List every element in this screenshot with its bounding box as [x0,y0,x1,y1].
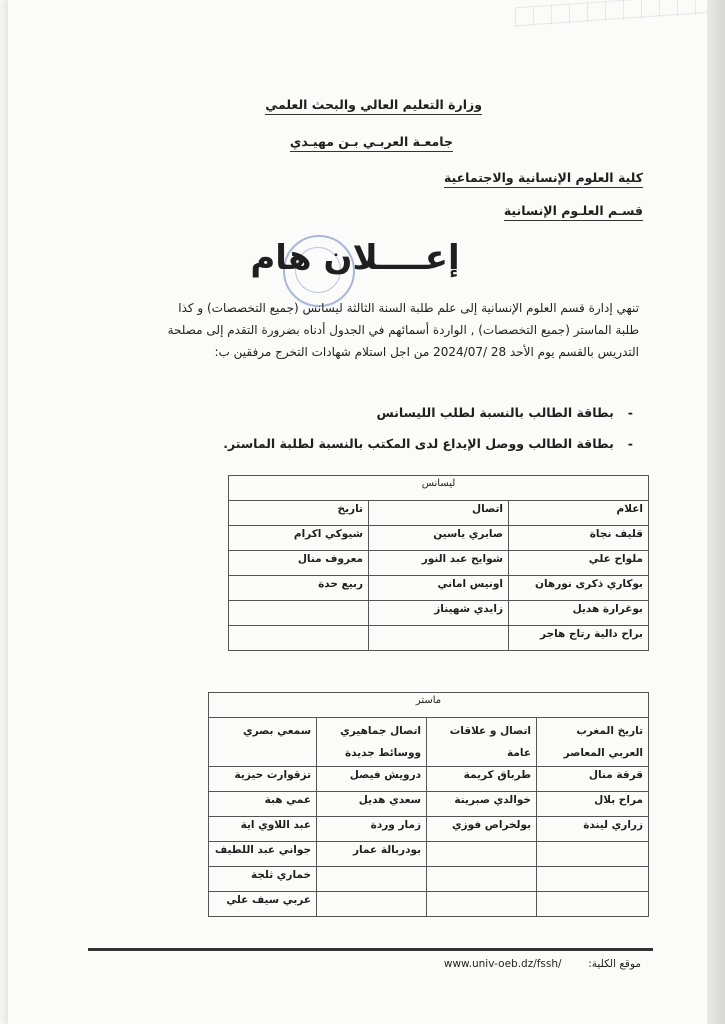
announcement-body [79,297,639,363]
table-cell: درويش فيصل [317,767,427,792]
faculty-heading: كلية العلوم الإنسانية والاجتماعية [444,170,643,185]
table-cell: اونيس اماني [369,576,509,601]
table-cell [537,867,649,892]
footer-label: موقع الكلية: [588,958,641,970]
master-table [208,692,649,917]
table-cell: بوغرارة هديل [509,601,649,626]
body-line-3: التدريس بالقسم يوم الأحد 28 /2024/07 من اجل استلام شهادات التخرج مرفقين ب: [214,345,639,359]
table-cell: جواني عبد اللطيف [209,842,317,867]
footer-website [444,958,641,970]
table-cell: ملواح علي [509,551,649,576]
table-header: اتصال و علاقات عامة [427,718,537,767]
table-header: اتصال جماهيري ووسائط جديدة [317,718,427,767]
table-cell: بولخراص فوزي [427,817,537,842]
table-row [229,601,649,626]
table-cell: شيوكي اكرام [229,526,369,551]
table-cell: خوالدي صبرينة [427,792,537,817]
table-cell: شوايح عبد النور [369,551,509,576]
table-cell: مراح بلال [537,792,649,817]
table-row [229,526,649,551]
table-cell: زايدي شهيناز [369,601,509,626]
table-header: اعلام [509,501,649,526]
table-cell: عبد اللاوي اية [209,817,317,842]
announcement-title: إعــــلان هام [250,238,460,278]
table-cell: طرباق كريمة [427,767,537,792]
university-heading: جامعـة العربـي بـن مهيـدي [290,134,453,149]
licence-caption: ليسانس [229,476,649,501]
table-header: تاريخ [229,501,369,526]
table-cell [229,601,369,626]
table-cell [537,892,649,917]
table-row [209,792,649,817]
department-heading: قسـم العلـوم الإنسانية [504,203,643,218]
table-cell: عمي هبة [209,792,317,817]
table-cell [369,626,509,651]
body-line-1: تنهي إدارة قسم العلوم الإنسانية إلى علم طلبة السنة الثالثة ليسانس (جميع التخصصات) و كذا [178,301,639,315]
table-cell: براح دالية رتاج هاجر [509,626,649,651]
table-cell: زمار وردة [317,817,427,842]
table-cell: زراري ليندة [537,817,649,842]
table-row [209,842,649,867]
table-header: تاريخ المغرب العربي المعاصر [537,718,649,767]
table-header: اتصال [369,501,509,526]
table-cell: معروف منال [229,551,369,576]
table-cell [427,892,537,917]
table-row [229,576,649,601]
table-cell [427,867,537,892]
ministry-heading: وزارة التعليم العالي والبحث العلمي [265,97,482,112]
table-row [229,551,649,576]
table-cell: تزقوارت حيزية [209,767,317,792]
table-cell: سعدي هديل [317,792,427,817]
footer-divider [88,948,653,951]
table-header: سمعي بصري [209,718,317,767]
bullet-licence: -بطاقة الطالب بالنسبة لطلب الليسانس [376,405,633,420]
table-cell [229,626,369,651]
table-cell: صابري ياسين [369,526,509,551]
table-cell [317,892,427,917]
footer-url-link[interactable]: www.univ-oeb.dz/fssh/ [443,958,562,970]
table-row [209,892,649,917]
table-cell: عربي سيف علي [209,892,317,917]
body-line-2: طلبة الماستر (جميع التخصصات) , الواردة أسمائهم في الجدول أدناه بضرورة التقدم إلى مصلحة [167,323,639,337]
bullet-master: -بطاقة الطالب ووصل الإيداع لدى المكتب بالنسبة لطلبة الماستر. [223,436,633,451]
table-cell: خماري ثلجة [209,867,317,892]
table-cell: ربيع حدة [229,576,369,601]
master-caption: ماستر [209,693,649,718]
licence-table [228,475,649,651]
table-row [229,626,649,651]
table-cell [427,842,537,867]
table-row [209,817,649,842]
table-cell: بوكاري ذكرى نورهان [509,576,649,601]
table-cell: قليف نجاة [509,526,649,551]
table-cell [317,867,427,892]
page-edge-shadow [707,0,725,1024]
table-cell: بودربالة عمار [317,842,427,867]
table-cell: قرقة منال [537,767,649,792]
table-row [209,867,649,892]
table-cell [537,842,649,867]
table-row [209,767,649,792]
